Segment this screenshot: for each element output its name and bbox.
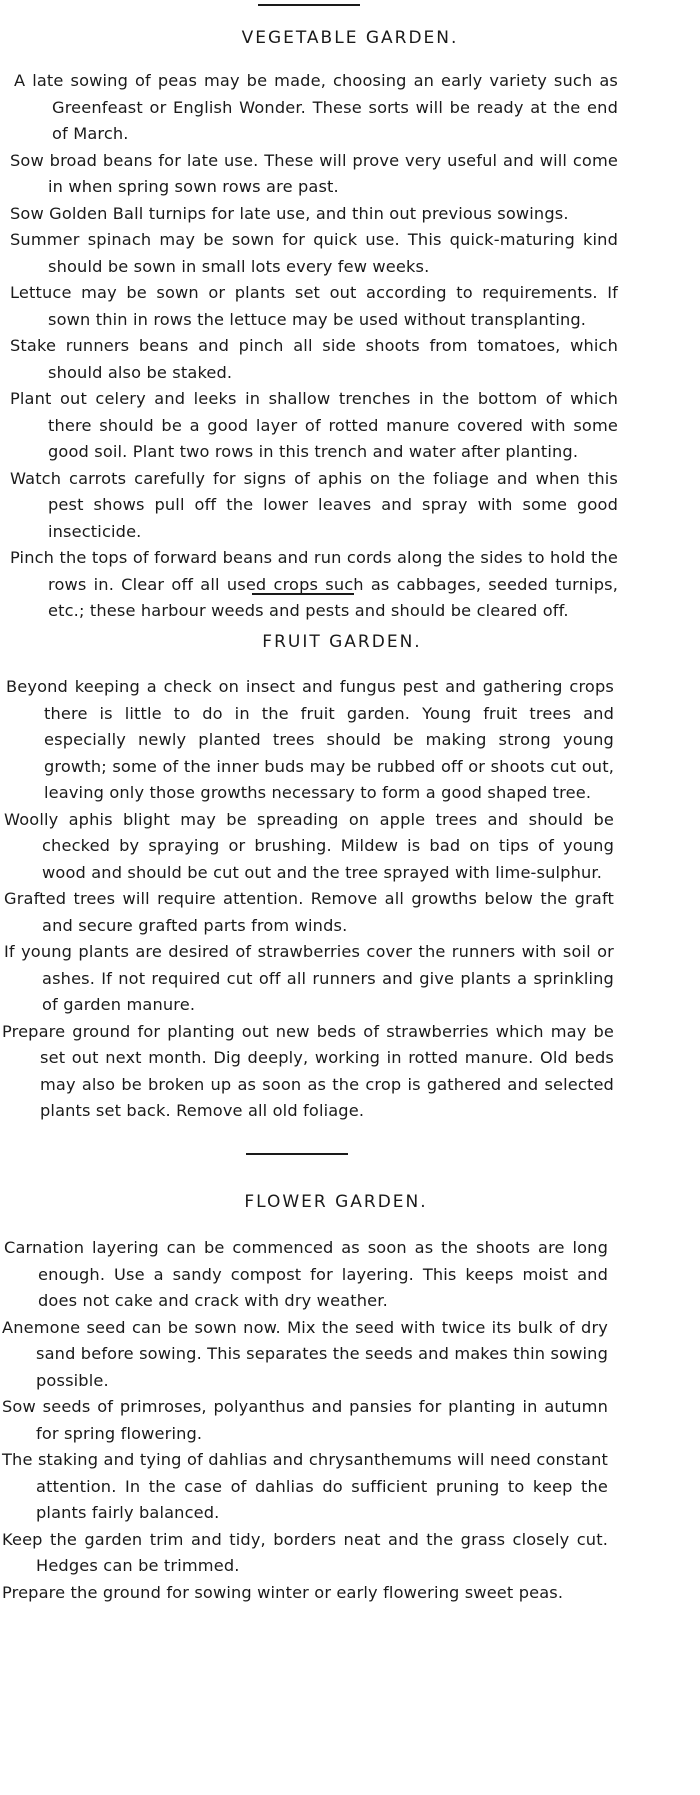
- flower-garden-section: [0, 1235, 700, 1606]
- flower-paragraph-2: Anemone seed can be sown now. Mix the seed with twice its bulk of dry sand before sowing. This separates the seeds and makes thin sowing possible.: [2, 1317, 609, 1390]
- flower-garden-heading: FLOWER GARDEN.: [244, 1192, 428, 1212]
- vegetable-garden-heading: VEGETABLE GARDEN.: [241, 28, 459, 48]
- divider-fruit-flower: [246, 1153, 348, 1155]
- vegetable-paragraph-7: Plant out celery and leeks in shallow trenches in the bottom of which there should be a good layer of rotted manure covered with some good soil. Plant two rows in this trench and water after planting.: [10, 389, 618, 461]
- fruit-paragraph-5: Prepare ground for planting out new beds of strawberries which may be set out next month. Dig deeply, working in rotted manure. Old beds may also be broken up as soon as the crop is gathered and selected plants set back. Remove all old foliage.: [2, 1021, 614, 1120]
- flower-paragraph-1: Carnation layering can be commenced as soon as the shoots are long enough. Use a sandy compost for layering. This keeps moist and does not cake and crack with dry weather.: [4, 1238, 608, 1310]
- fruit-garden-heading: FRUIT GARDEN.: [262, 632, 422, 652]
- top-divider: [258, 4, 360, 6]
- vegetable-paragraph-9: Pinch the tops of forward beans and run cords along the sides to hold the rows in. Clear off all used crops such as cabbages, seeded turnips, etc.; these harbour weeds and pests and should be cleared off.: [10, 548, 618, 620]
- fruit-paragraph-3: Grafted trees will require attention. Remove all growths below the graft and secure grafted parts from winds.: [4, 889, 614, 935]
- vegetable-paragraph-5: Lettuce may be sown or plants set out according to requirements. If sown thin in rows the lettuce may be used without transplanting.: [10, 283, 618, 329]
- fruit-paragraph-4: If young plants are desired of strawberries cover the runners with soil or ashes. If not required cut off all runners and give plants a sprinkling of garden manure.: [4, 942, 614, 1014]
- vegetable-paragraph-1: A late sowing of peas may be made, choosing an early variety such as Greenfeast or English Wonder. These sorts will be ready at the end of March.: [14, 71, 618, 143]
- fruit-paragraph-2: Woolly aphis blight may be spreading on apple trees and should be checked by spraying or brushing. Mildew is bad on tips of young wood and should be cut out and the tree sprayed with lime-sulphur.: [4, 809, 614, 882]
- vegetable-garden-section: [0, 68, 700, 625]
- fruit-garden-section: [0, 674, 700, 1125]
- flower-paragraph-4: The staking and tying of dahlias and chrysanthemums will need constant attention. In the case of dahlias do sufficient pruning to keep the plants fairly balanced.: [2, 1450, 608, 1522]
- vegetable-paragraph-2: Sow broad beans for late use. These will prove very useful and will come in when spring sown rows are past.: [10, 150, 618, 196]
- divider-vegetable-fruit: [252, 593, 354, 595]
- vegetable-paragraph-8: Watch carrots carefully for signs of aphis on the foliage and when this pest shows pull off the lower leaves and spray with some good insecticide.: [10, 468, 618, 541]
- vegetable-paragraph-4: Summer spinach may be sown for quick use. This quick-maturing kind should be sown in small lots every few weeks.: [10, 230, 618, 276]
- vegetable-paragraph-6: Stake runners beans and pinch all side shoots from tomatoes, which should also be staked.: [10, 336, 618, 382]
- vegetable-paragraph-3: Sow Golden Ball turnips for late use, and thin out previous sowings.: [10, 203, 569, 223]
- flower-paragraph-5: Keep the garden trim and tidy, borders neat and the grass closely cut. Hedges can be trimmed.: [2, 1529, 608, 1575]
- flower-paragraph-3: Sow seeds of primroses, polyanthus and pansies for planting in autumn for spring flowering.: [2, 1397, 608, 1443]
- fruit-paragraph-1: Beyond keeping a check on insect and fungus pest and gathering crops there is little to do in the fruit garden. Young fruit trees and especially newly planted trees should be making strong young growth; some of the inner buds may be rubbed off or shoots cut out, leaving only those growths necessary to form a good shaped tree.: [6, 677, 614, 802]
- flower-paragraph-6: Prepare the ground for sowing winter or early flowering sweet peas.: [2, 1582, 564, 1602]
